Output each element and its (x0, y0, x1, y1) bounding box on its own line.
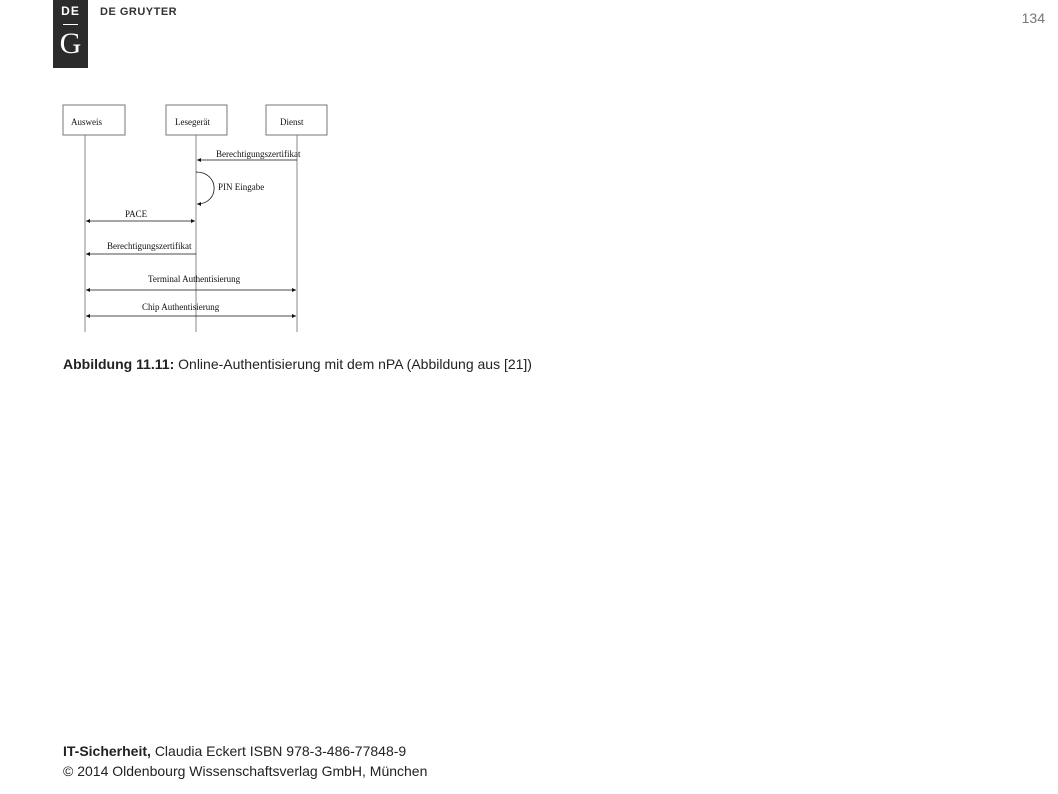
sequence-diagram (60, 102, 340, 339)
publisher-name: DE GRUYTER (100, 6, 178, 18)
footer-book-title: IT-Sicherheit, (63, 743, 151, 759)
caption-label: Abbildung 11.11: (63, 356, 175, 372)
caption-text: Online-Authentisierung mit dem nPA (Abbildung aus [21]) (178, 356, 532, 372)
footer-line-1 (63, 741, 427, 761)
logo-g-letter: G (59, 27, 82, 60)
logo-de-text: DE (61, 4, 80, 18)
participant-label-lesegeraet: Lesegerät (175, 117, 210, 127)
message-arc-pin-eingabe (196, 172, 214, 204)
message-label-pace: PACE (125, 209, 148, 219)
message-label-terminal-auth: Terminal Authentisierung (148, 274, 241, 284)
footer (63, 741, 427, 781)
participant-label-dienst: Dienst (280, 117, 304, 127)
message-label-chip-auth: Chip Authentisierung (142, 302, 220, 312)
sequence-diagram-svg (60, 102, 340, 334)
publisher-logo (53, 0, 88, 68)
figure-caption (63, 356, 532, 372)
logo-divider (63, 24, 78, 25)
message-label-berechtigung-2: Berechtigungszertifikat (107, 241, 192, 251)
page-number: 134 (1021, 10, 1045, 26)
message-label-berechtigung-1: Berechtigungszertifikat (216, 149, 301, 159)
message-label-pin-eingabe: PIN Eingabe (218, 182, 265, 192)
footer-author-isbn: Claudia Eckert ISBN 978-3-486-77848-9 (154, 743, 407, 759)
participant-label-ausweis: Ausweis (71, 117, 102, 127)
footer-copyright: © 2014 Oldenbourg Wissenschaftsverlag GmbH, München (63, 763, 428, 779)
